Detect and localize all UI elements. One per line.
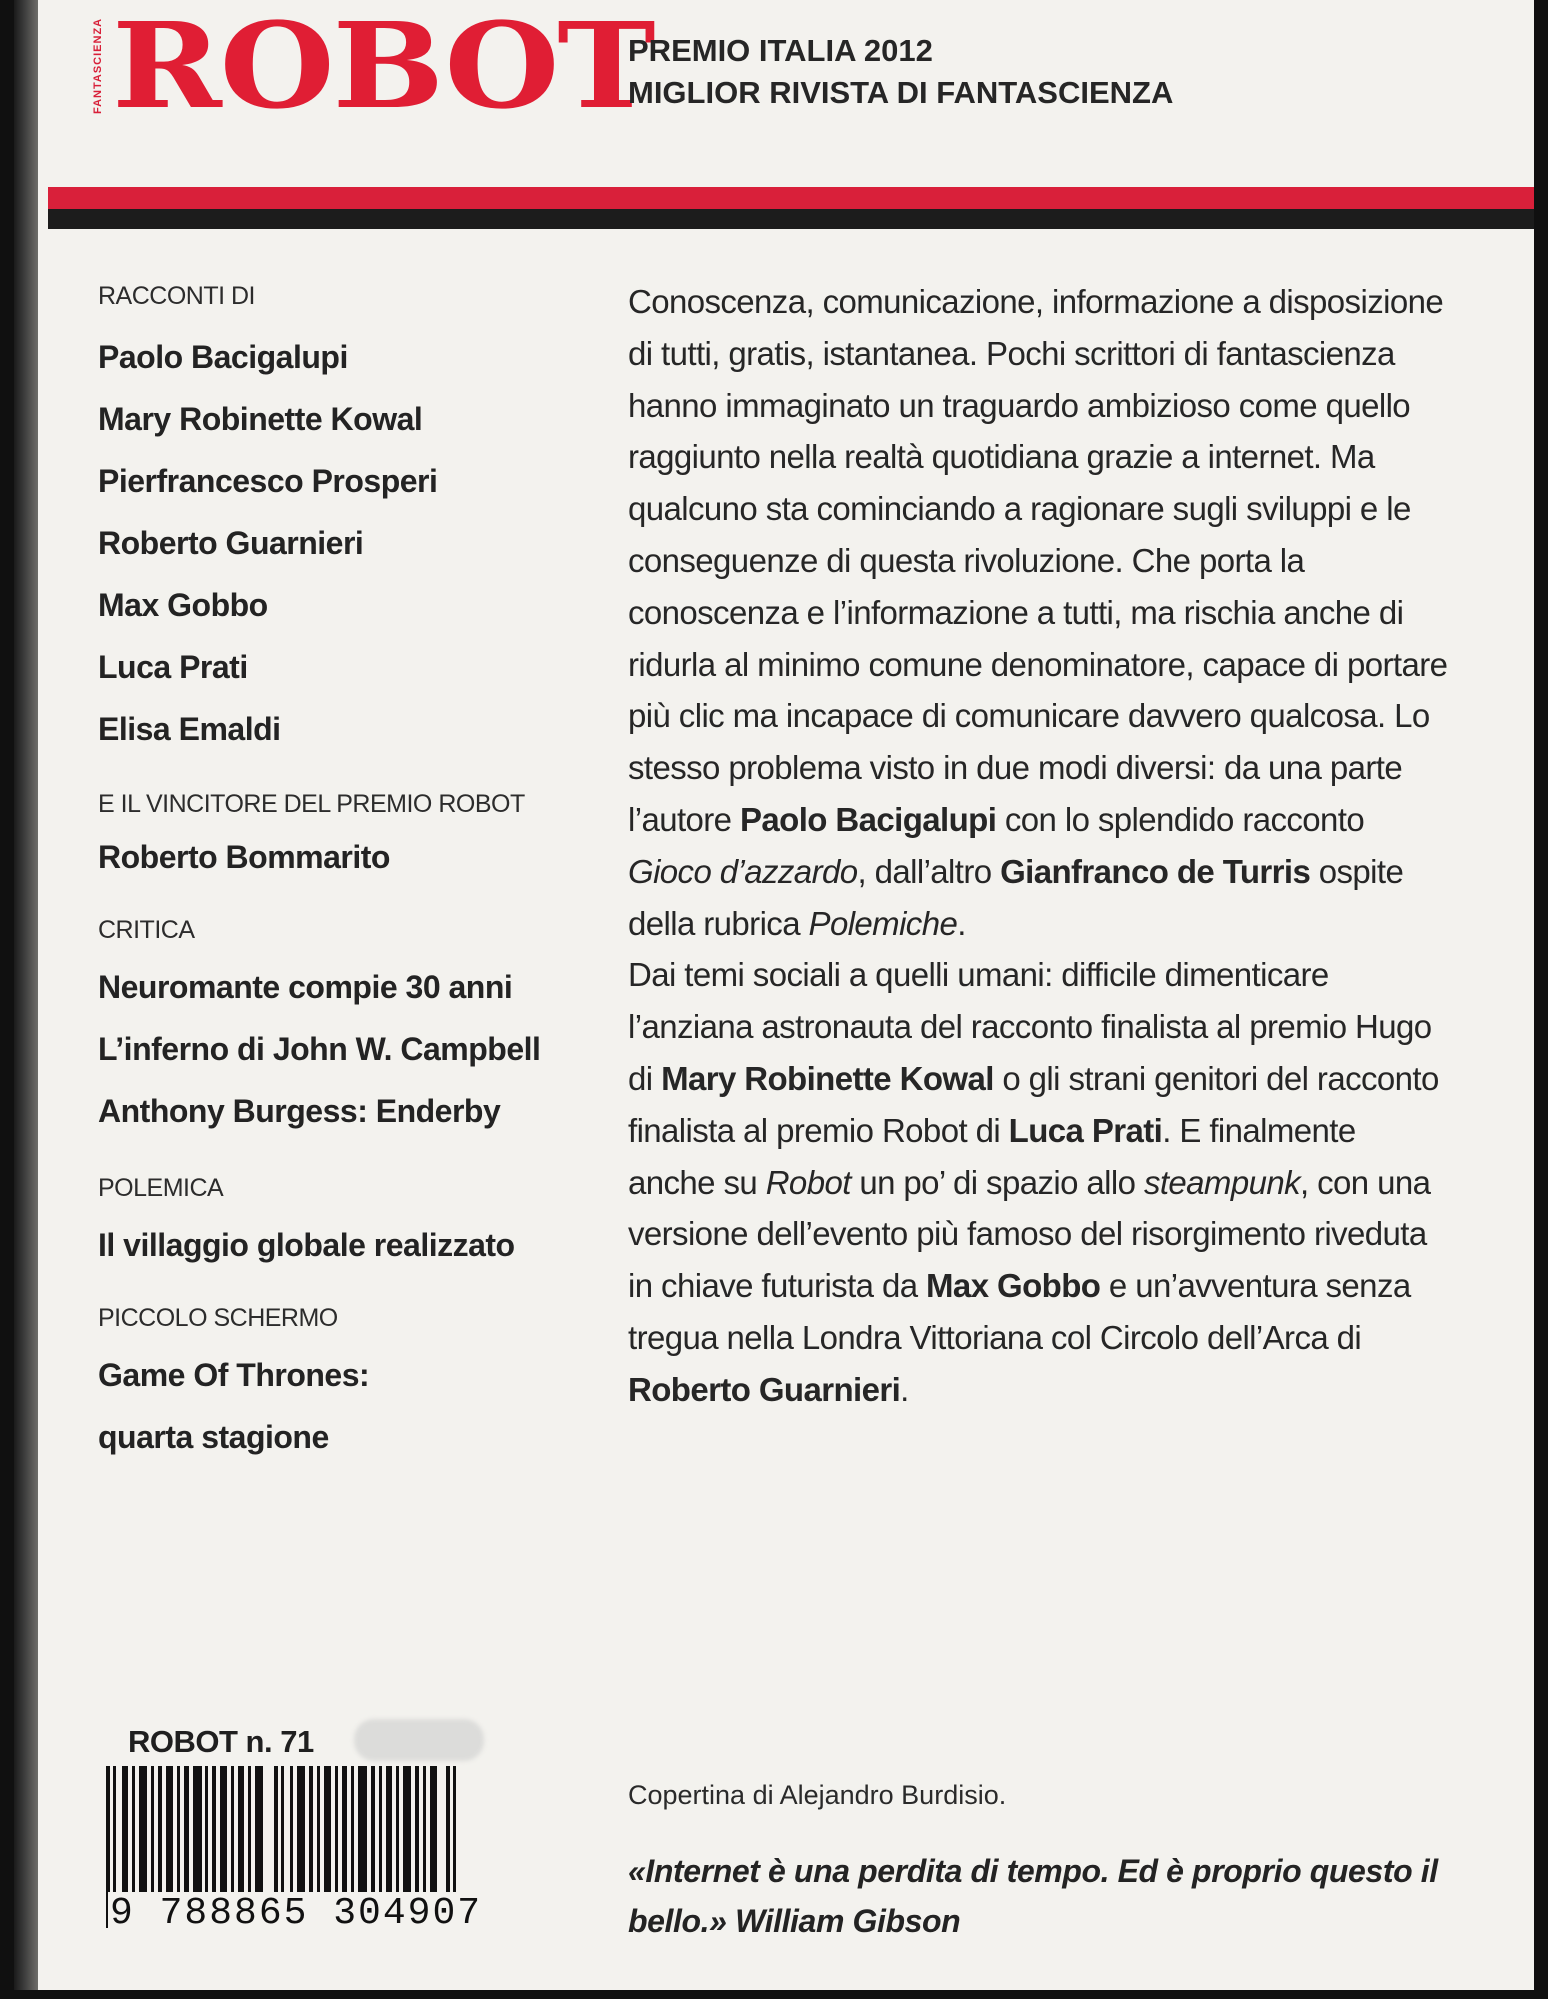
critica-item: L’inferno di John W. Campbell (98, 1031, 541, 1067)
black-stripe (48, 209, 1534, 229)
winner-name: Roberto Bommarito (98, 839, 390, 875)
price-sticker-residue (354, 1719, 484, 1761)
masthead (92, 0, 654, 135)
blurb-text-run: un po’ di spazio allo (850, 1163, 1144, 1201)
schermo-item-line-1: Game Of Thrones: (98, 1357, 370, 1393)
blurb-text-run: . E finalmente anche su (628, 1111, 1356, 1201)
robot-logo: ROBOT (112, 0, 654, 135)
blurb-italic-run: steampunk (1143, 1163, 1300, 1201)
spine-shadow (14, 0, 38, 1990)
blurb-text-run: Conoscenza, comunicazione, informazione a disposizione di tutti, gratis, istantanea. Pochi scrittori di fantascienza hanno immaginato un traguardo ambizioso come quello raggiunto nella realtà quotidiana grazie a internet. Ma qualcuno sta cominciando a ragionare sugli sviluppi e le conseguenze di questa rivoluzione. Che porta la conoscenza e l’informazione a tutti, ma rischia anche di ridurla al minimo comune denominatore, capace di portare più clic ma incapace di comunicare davvero qualcosa. Lo stesso problema visto in due modi diversi: da una parte l’autore (628, 283, 1448, 838)
quote-author: William Gibson (735, 1903, 961, 1939)
blurb-text-run: o gli strani genitori del racconto finalista al premio Robot di (628, 1059, 1439, 1149)
section-heading-piccolo-schermo: PICCOLO SCHERMO (98, 1304, 338, 1332)
author-name: Pierfrancesco Prosperi (98, 463, 438, 499)
blurb-italic-run: Robot (765, 1163, 851, 1201)
critica-item: Neuromante compie 30 anni (98, 969, 513, 1005)
author-name: Paolo Bacigalupi (98, 339, 348, 375)
blurb-text-run: . (900, 1370, 909, 1408)
section-heading-vincitore: E IL VINCITORE DEL PREMIO ROBOT (98, 790, 525, 818)
blurb-text-run: , dall’altro (857, 852, 1001, 890)
blurb-text-run: ospite della rubrica (628, 852, 1404, 942)
author-name: Roberto Guarnieri (98, 525, 364, 561)
back-cover (14, 0, 1534, 1990)
blurb-italic-run: Gioco d’azzardo (628, 852, 858, 890)
author-name: Elisa Emaldi (98, 711, 281, 747)
issue-number: ROBOT n. 71 (128, 1724, 314, 1759)
author-name: Luca Prati (98, 649, 248, 685)
blurb-text-run: con lo splendido racconto (996, 800, 1365, 838)
section-heading-polemica: POLEMICA (98, 1174, 224, 1202)
author-name: Mary Robinette Kowal (98, 401, 423, 437)
award-line-2: MIGLIOR RIVISTA DI FANTASCIENZA (628, 75, 1174, 110)
award-text (628, 30, 1173, 114)
red-stripe (48, 187, 1534, 209)
blurb-text-run: e un’avventura senza tregua nella Londra Vittoriana col Circolo dell’Arca di (628, 1267, 1411, 1356)
blurb-text (628, 276, 1448, 1416)
contents-column (98, 278, 618, 1456)
blurb-text-run: Dai temi sociali a quelli umani: difficile dimenticare l’anziana astronauta del racconto finalista al premio Hugo di (628, 956, 1432, 1097)
blurb-text-run: . (957, 904, 966, 942)
blurb-bold-run: Luca Prati (1008, 1111, 1163, 1149)
section-heading-racconti: RACCONTI DI (98, 282, 255, 310)
blurb-bold-run: Roberto Guarnieri (628, 1370, 901, 1408)
blurb-bold-run: Gianfranco de Turris (1000, 852, 1311, 890)
blurb-paragraph-2 (628, 949, 1448, 1415)
critica-item: Anthony Burgess: Enderby (98, 1093, 501, 1129)
schermo-item-line-2: quarta stagione (98, 1419, 329, 1455)
cover-credit: Copertina di Alejandro Burdisio. (628, 1780, 1007, 1810)
blurb-bold-run: Max Gobbo (926, 1267, 1101, 1305)
fantascienza-label: FANTASCIENZA (92, 17, 104, 115)
blurb-paragraph-1 (628, 276, 1448, 949)
blurb-bold-run: Mary Robinette Kowal (661, 1059, 994, 1097)
barcode-number: 9 788865 304907 (110, 1892, 483, 1935)
blurb-bold-run: Paolo Bacigalupi (740, 800, 997, 838)
quote-text: «Internet è una perdita di tempo. Ed è proprio questo il bello.» (628, 1853, 1438, 1939)
blurb-italic-run: Polemiche (808, 904, 958, 942)
section-heading-critica: CRITICA (98, 916, 195, 944)
author-name: Max Gobbo (98, 587, 268, 623)
gibson-quote (628, 1846, 1534, 1946)
polemica-item: Il villaggio globale realizzato (98, 1227, 515, 1263)
award-line-1: PREMIO ITALIA 2012 (628, 33, 933, 68)
blurb-text-run: , con una versione dell’evento più famoso del risorgimento riveduta in chiave futurista da (628, 1163, 1431, 1305)
